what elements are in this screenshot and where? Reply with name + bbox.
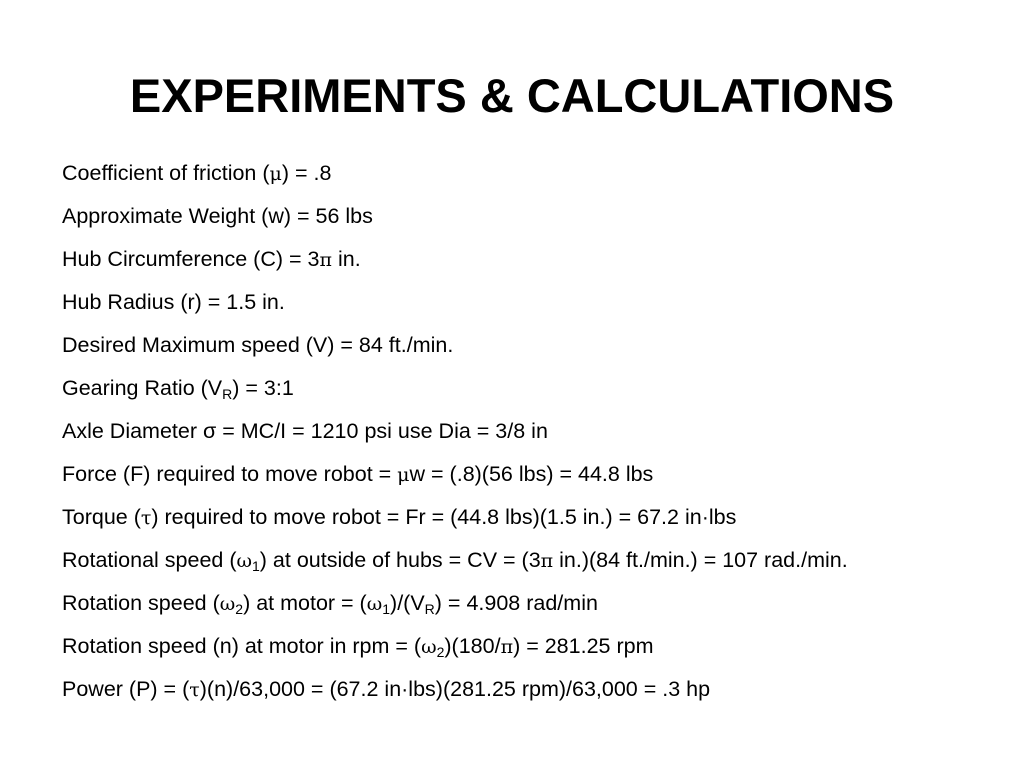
text-part: Force (F) required to move robot =: [62, 462, 398, 486]
text-part: Hub Radius (r) = 1.5 in.: [62, 290, 285, 314]
subscript: 1: [382, 601, 391, 617]
line-hub-radius: [62, 284, 1012, 327]
greek-symbol: μ: [397, 464, 410, 486]
subscript: R: [222, 386, 233, 402]
text-part: Rotation speed (n) at motor in rpm = (: [62, 634, 422, 658]
text-part: Gearing Ratio (V: [62, 376, 223, 400]
greek-symbol: π: [540, 550, 554, 572]
slide-title: EXPERIMENTS & CALCULATIONS: [129, 69, 895, 122]
line-coefficient-of-friction: [62, 155, 1012, 198]
text-part: ) = .8: [281, 161, 332, 185]
text-part: Power (P) = (: [62, 677, 190, 701]
line-hub-circumference: [62, 241, 1012, 284]
text-part: Coefficient of friction (: [62, 161, 270, 185]
greek-symbol: ω: [366, 593, 383, 615]
line-desired-maximum-speed: [62, 327, 1012, 370]
line-rotation-speed-motor: [62, 585, 1012, 628]
line-power: [62, 671, 1012, 714]
text-part: w = (.8)(56 lbs) = 44.8 lbs: [409, 462, 654, 486]
text-part: ) at outside of hubs = CV = (3: [259, 548, 541, 572]
greek-symbol: ω: [219, 593, 236, 615]
greek-symbol: π: [319, 249, 332, 271]
text-part: ) = 3:1: [232, 376, 294, 400]
line-axle-diameter: [62, 413, 1012, 456]
greek-symbol: π: [500, 636, 514, 658]
greek-symbol: ω: [421, 636, 437, 658]
greek-symbol: μ: [269, 163, 282, 185]
text-part: ) required to move robot = Fr = (44.8 lbs)(1.5 in.) = 67.2 in·lbs: [151, 505, 737, 529]
text-part: ) = 4.908 rad/min: [434, 591, 598, 615]
text-part: in.: [332, 247, 361, 271]
calculation-list: [62, 155, 1012, 714]
subscript: R: [424, 601, 435, 617]
text-part: Torque (: [62, 505, 141, 529]
line-approximate-weight: [62, 198, 1012, 241]
line-torque-required: [62, 499, 1012, 542]
line-gearing-ratio: [62, 370, 1012, 413]
text-part: Rotational speed (: [62, 548, 237, 572]
subscript: 1: [252, 558, 260, 574]
text-part: )/(V: [390, 591, 425, 615]
text-part: ) = 281.25 rpm: [513, 634, 654, 658]
text-part: Desired Maximum speed (V) = 84 ft./min.: [62, 333, 454, 357]
text-part: Rotation speed (: [62, 591, 220, 615]
line-rotation-speed-rpm: [62, 628, 1012, 671]
subscript: 2: [436, 644, 445, 660]
text-part: Approximate Weight (w) = 56 lbs: [62, 204, 373, 228]
greek-symbol: ω: [236, 550, 252, 572]
line-force-required: [62, 456, 1012, 499]
text-part: )(180/: [444, 634, 501, 658]
greek-symbol: τ: [189, 679, 200, 701]
greek-symbol: τ: [140, 507, 152, 529]
text-part: Hub Circumference (C) = 3: [62, 247, 320, 271]
text-part: )(n)/63,000 = (67.2 in·lbs)(281.25 rpm)/63,000 = .3 hp: [199, 677, 711, 701]
line-rotational-speed-hubs: [62, 542, 1012, 585]
text-part: Axle Diameter σ = MC/I = 1210 psi use Dia = 3/8 in: [62, 419, 548, 443]
text-part: ) at motor = (: [243, 591, 367, 615]
subscript: 2: [235, 601, 244, 617]
text-part: in.)(84 ft./min.) = 107 rad./min.: [553, 548, 848, 572]
